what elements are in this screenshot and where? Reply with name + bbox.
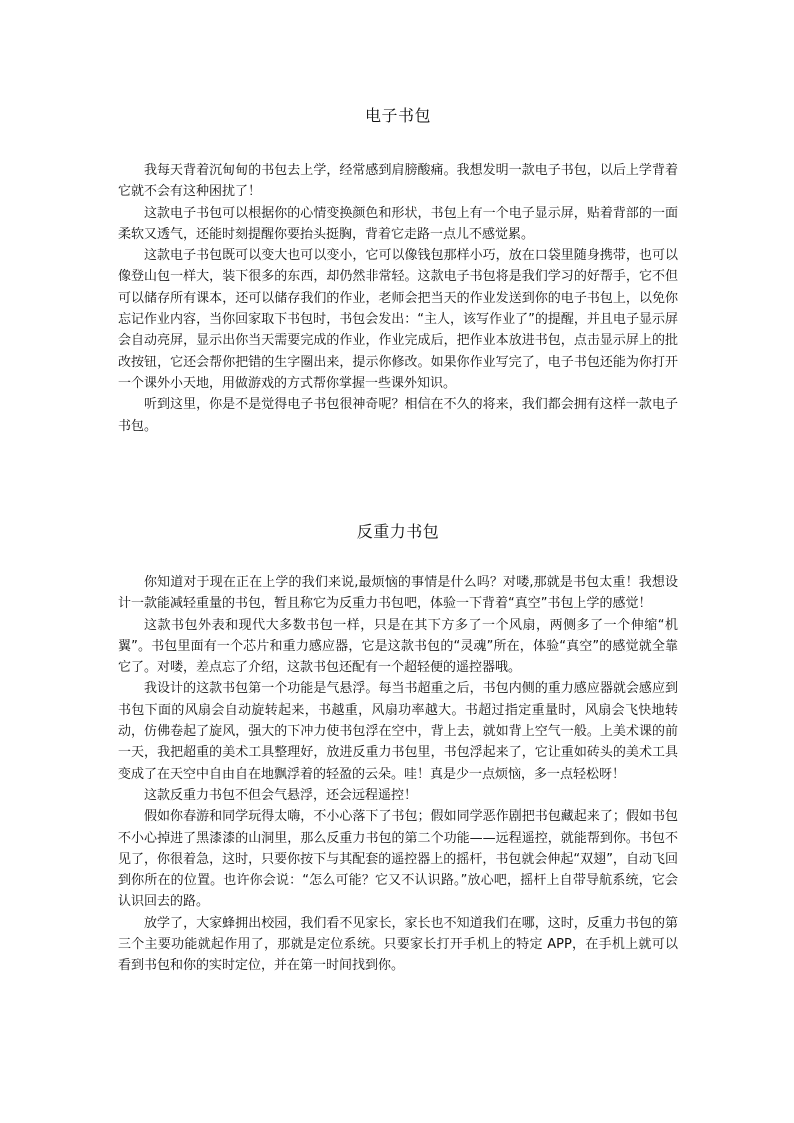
- paragraph: 我每天背着沉甸甸的书包去上学，经常感到肩膀酸痛。我想发明一款电子书包，以后上学背着它就不会有这种困扰了！: [118, 163, 678, 200]
- paragraph: 你知道对于现在正在上学的我们来说,最烦恼的事情是什么吗？对喽,那就是书包太重！我想设计一款能减轻重量的书包，暂且称它为反重力书包吧，体验一下背着“真空”书包上学的感觉！: [118, 575, 678, 612]
- paragraph: 这款反重力书包不但会气悬浮，还会远程遥控！: [144, 787, 418, 803]
- article-anti-gravity-schoolbag: [118, 520, 678, 977]
- article-title: 反重力书包: [356, 522, 440, 541]
- paragraph: 这款电子书包既可以变大也可以变小，它可以像钱包那样小巧，放在口袋里随身携带，也可以像登山包一样大，装下很多的东西，却仍然非常轻。这款电子书包将是我们学习的好帮手，它不但可以储存所有课本，还可以储存我们的作业，老师会把当天的作业发送到你的电子书包上，以免你忘记作业内容，当你回家取下书包时，书包会发出：“主人，该写作业了”的提醒，并且电子显示屏会自动亮屏，显示出你当天需要完成的作业，作业完成后，把作业本放进书包，点击显示屏上的批改按钮，它还会帮你把错的生字圈出来，提示你修改。如果你作业写完了，电子书包还能为你打开一个课外小天地，用做游戏的方式帮你掌握一些课外知识。: [118, 248, 678, 391]
- article-electronic-schoolbag: [118, 104, 678, 437]
- paragraph: 这款书包外表和现代大多数书包一样，只是在其下方多了一个风扇，两侧多了一个伸缩“机翼”。书包里面有一个芯片和重力感应器，它是这款书包的“灵魂”所在，体验“真空”的感觉就全靠它了。对喽，差点忘了介绍，这款书包还配有一个超轻便的遥控器哦。: [118, 617, 678, 676]
- paragraph: 听到这里，你是不是觉得电子书包很神奇呢？相信在不久的将来，我们都会拥有这样一款电子书包。: [118, 397, 678, 434]
- article-title: 电子书包: [364, 106, 431, 125]
- paragraph: 这款电子书包可以根据你的心情变换颜色和形状，书包上有一个电子显示屏，贴着背部的一面柔软又透气，还能时刻提醒你要抬头挺胸，背着它走路一点儿不感觉累。: [118, 205, 678, 242]
- paragraph: 我设计的这款书包第一个功能是气悬浮。每当书超重之后，书包内侧的重力感应器就会感应到书包下面的风扇会自动旋转起来，书越重，风扇功率越大。书超过指定重量时，风扇会飞快地转动，仿佛卷起了旋风，强大的下冲力使书包浮在空中，背上去，就如背上空气一般。上美术课的前一天，我把超重的美术工具整理好，放进反重力书包里，书包浮起来了，它让重如砖头的美术工具变成了在天空中自由自在地飘浮着的轻盈的云朵。哇！真是少一点烦恼，多一点轻松呀！: [118, 681, 678, 782]
- paragraph: 假如你春游和同学玩得太嗨，不小心落下了书包；假如同学恶作剧把书包藏起来了；假如书包不小心掉进了黑漆漆的山洞里，那么反重力书包的第二个功能——远程遥控，就能帮到你。书包不见了，你很着急，这时，只要你按下与其配套的遥控器上的摇杆，书包就会伸起“双翅”，自动飞回到你所在的位置。也许你会说：“怎么可能？它又不认识路。”放心吧，摇杆上自带导航系统，它会认识回去的路。: [118, 809, 678, 910]
- paragraph: 放学了，大家蜂拥出校园，我们看不见家长，家长也不知道我们在哪，这时，反重力书包的第三个主要功能就起作用了，那就是定位系统。只要家长打开手机上的特定 APP，在手机上就可以看到书包和你的实时定位，并在第一时间找到你。: [118, 915, 678, 974]
